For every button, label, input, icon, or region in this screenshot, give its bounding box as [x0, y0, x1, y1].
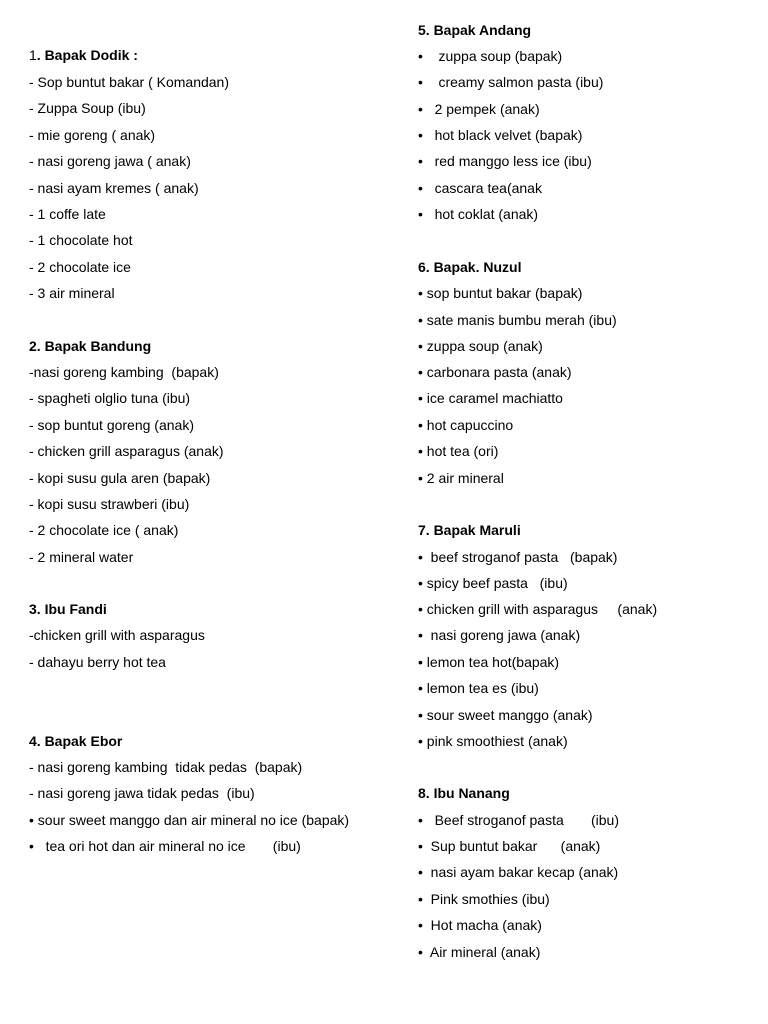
list-item: • sour sweet manggo (anak) — [418, 707, 593, 723]
list-item: • red manggo less ice (ibu) — [418, 153, 592, 169]
list-item: - 2 mineral water — [29, 549, 134, 565]
list-item: - chicken grill asparagus (anak) — [29, 443, 224, 459]
list-item: - Zuppa Soup (ibu) — [29, 100, 146, 116]
list-item: - nasi ayam kremes ( anak) — [29, 180, 199, 196]
list-item: • ice caramel machiatto — [418, 390, 563, 406]
list-item: • cascara tea(anak — [418, 180, 542, 196]
list-item: • hot black velvet (bapak) — [418, 127, 583, 143]
section-5-title: 5. Bapak Andang — [418, 22, 532, 38]
list-item: • beef stroganof pasta (bapak) — [418, 549, 618, 565]
list-item: - spagheti olglio tuna (ibu) — [29, 390, 191, 406]
list-item: -chicken grill with asparagus — [29, 627, 205, 643]
list-item: • hot capuccino — [418, 417, 514, 433]
section-6-title: 6. Bapak. Nuzul — [418, 259, 522, 275]
list-item: • Beef stroganof pasta (ibu) — [418, 812, 620, 828]
list-item: - nasi goreng kambing tidak pedas (bapak) — [29, 759, 303, 775]
list-item: • nasi ayam bakar kecap (anak) — [418, 864, 619, 880]
list-item: - nasi goreng jawa tidak pedas (ibu) — [29, 785, 255, 801]
list-item: • zuppa soup (bapak) — [418, 48, 563, 64]
section-1-title — [29, 47, 138, 63]
list-item: • hot coklat (anak) — [418, 206, 539, 222]
list-item: -nasi goreng kambing (bapak) — [29, 364, 219, 380]
list-item: • tea ori hot dan air mineral no ice (ibu) — [29, 838, 301, 854]
section-3-title: 3. Ibu Fandi — [29, 601, 107, 617]
section-4-title: 4. Bapak Ebor — [29, 733, 123, 749]
list-item: • Air mineral (anak) — [418, 944, 541, 960]
list-item: - Sop buntut bakar ( Komandan) — [29, 74, 230, 90]
list-item: - mie goreng ( anak) — [29, 127, 156, 143]
list-item: - nasi goreng jawa ( anak) — [29, 153, 191, 169]
section-7-title: 7. Bapak Maruli — [418, 522, 521, 538]
section-1-number: 1 — [29, 47, 37, 63]
list-item: • lemon tea hot(bapak) — [418, 654, 560, 670]
list-item: • sop buntut bakar (bapak) — [418, 285, 583, 301]
list-item: • hot tea (ori) — [418, 443, 499, 459]
list-item: • sour sweet manggo dan air mineral no ice (bapak) — [29, 812, 350, 828]
list-item: - kopi susu gula aren (bapak) — [29, 470, 211, 486]
list-item: • lemon tea es (ibu) — [418, 680, 539, 696]
list-item: - 2 chocolate ice — [29, 259, 131, 275]
list-item: - 2 chocolate ice ( anak) — [29, 522, 179, 538]
list-item: - 3 air mineral — [29, 285, 115, 301]
list-item: • sate manis bumbu merah (ibu) — [418, 312, 617, 328]
list-item: • creamy salmon pasta (ibu) — [418, 74, 604, 90]
section-1-name: . Bapak Dodik : — [36, 47, 138, 63]
list-item: • nasi goreng jawa (anak) — [418, 627, 581, 643]
list-item: - sop buntut goreng (anak) — [29, 417, 194, 433]
list-item: • 2 air mineral — [418, 470, 504, 486]
list-item: • pink smoothiest (anak) — [418, 733, 568, 749]
section-8-title: 8. Ibu Nanang — [418, 785, 510, 801]
list-item: • spicy beef pasta (ibu) — [418, 575, 568, 591]
list-item: - kopi susu strawberi (ibu) — [29, 496, 190, 512]
list-item: • zuppa soup (anak) — [418, 338, 543, 354]
list-item: • carbonara pasta (anak) — [418, 364, 572, 380]
section-2-title: 2. Bapak Bandung — [29, 338, 152, 354]
list-item: - 1 chocolate hot — [29, 232, 133, 248]
list-item: • Sup buntut bakar (anak) — [418, 838, 601, 854]
list-item: • 2 pempek (anak) — [418, 101, 540, 117]
list-item: • Hot macha (anak) — [418, 917, 542, 933]
list-item: - dahayu berry hot tea — [29, 654, 166, 670]
list-item: - 1 coffe late — [29, 206, 106, 222]
list-item: • chicken grill with asparagus (anak) — [418, 601, 658, 617]
list-item: • Pink smothies (ibu) — [418, 891, 550, 907]
